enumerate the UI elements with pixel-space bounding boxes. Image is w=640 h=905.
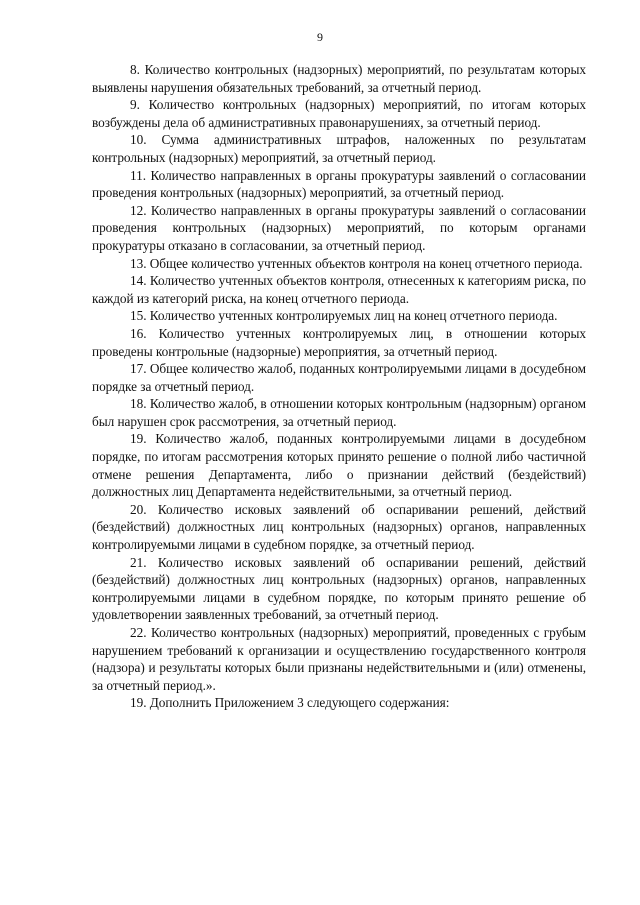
paragraph-item-21: 21. Количество исковых заявлений об оспаривании решений, действий (бездействий) должностных лиц контрольных (надзорных) органов, направленных контролируемыми лицами в судебном порядке, по которым принято решение об удовлетворении заявленных требований, за отчетный период. (92, 554, 586, 623)
amendment-item-19: 19. Дополнить Приложением 3 следующего содержания: (130, 695, 450, 711)
paragraph-item-11: 11. Количество направленных в органы прокуратуры заявлений о согласовании проведения контрольных (надзорных) мероприятий, за отчетный период. (92, 167, 586, 201)
paragraph-item-14: 14. Количество учтенных объектов контроля, отнесенных к категориям риска, по каждой из категорий риска, на конец отчетного периода. (92, 273, 586, 306)
paragraph-item-12: 12. Количество направленных в органы прокуратуры заявлений о согласовании проведения контрольных (надзорных) мероприятий, по которым органами прокуратуры отказано в согласовании, за отчетный период. (92, 202, 586, 253)
paragraph-item-17: 17. Общее количество жалоб, поданных контролируемыми лицами в досудебном порядке за отчетный период. (92, 361, 586, 394)
document-body (92, 61, 586, 712)
paragraph-item-15: 15. Количество учтенных контролируемых лиц на конец отчетного периода. (130, 308, 558, 324)
paragraph-item-10: 10. Сумма административных штрафов, наложенных по результатам контрольных (надзорных) мероприятий, за отчетный период. (92, 132, 586, 165)
paragraph-item-9: 9. Количество контрольных (надзорных) мероприятий, по итогам которых возбуждены дела об административных правонарушениях, за отчетный период. (92, 97, 586, 130)
paragraph-item-13: 13. Общее количество учтенных объектов контроля на конец отчетного периода. (130, 255, 583, 271)
paragraph-item-16: 16. Количество учтенных контролируемых лиц, в отношении которых проведены контрольные (надзорные) мероприятия, за отчетный период. (92, 325, 586, 359)
paragraph-item-8: 8. Количество контрольных (надзорных) мероприятий, по результатам которых выявлены нарушения обязательных требований, за отчетный период. (92, 62, 586, 95)
paragraph-item-18: 18. Количество жалоб, в отношении которых контрольным (надзорным) органом был нарушен срок рассмотрения, за отчетный период. (92, 396, 586, 429)
paragraph-item-22: 22. Количество контрольных (надзорных) мероприятий, проведенных с грубым нарушением требований к организации и осуществлению государственного контроля (надзора) и результаты которых были признаны недействительными и (или) отменены, за отчетный период.». (92, 625, 586, 693)
page-number: 9 (317, 30, 323, 44)
paragraph-item-20: 20. Количество исковых заявлений об оспаривании решений, действий (бездействий) должностных лиц контрольных (надзорных) органов, направленных контролируемыми лицами в судебном порядке, за отчетный период. (92, 501, 586, 553)
paragraph-item-19: 19. Количество жалоб, поданных контролируемыми лицами в досудебном порядке, по итогам рассмотрения которых принято решение о полной либо частичной отмене решения Департамента, либо о признании действий (бездействий) должностных лиц Департамента недействительными, за отчетный период. (92, 431, 586, 500)
